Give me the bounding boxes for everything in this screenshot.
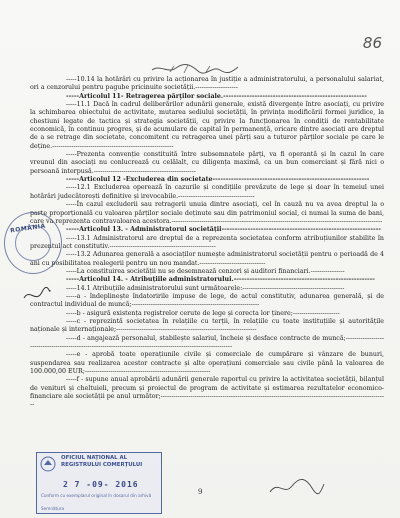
stamp-date: 2 7 -09- 2016 (63, 480, 139, 489)
paragraph: -----14.1 Atribuțiile administratorului sunt următoarele:------------------------------------------------ (66, 284, 345, 292)
seal-text: ROMÂNIA (9, 222, 47, 235)
article-heading: -----Articolul 11- Retragerea părţilor sociale.------------------------------------------------------- (66, 92, 367, 100)
paragraph: -----d - angajează personalul, stabilește salariul, încheie și desface contracte de muncă;----------------------------------------------------------------------------------------------------------------- (30, 334, 384, 350)
registry-logo-icon (39, 455, 57, 473)
article-heading: -----Articolul 13. - Administratorul societății------------------------------------------------------------- (66, 226, 381, 234)
paragraph: -----a - îndeplinește îndatoririle impuse de lege, de actul constitutiv, adunarea generală, și de contractul individual de muncă;------------------------------------------------------------ (30, 292, 384, 309)
stamp-line-4: Conform cu exemplarul original în dosarul din arhivă (41, 493, 152, 498)
paragraph: -----Prezenta convenție constituită între subsemnatele părți, va fi operantă și în cazul în care vreunul din asociați nu conlucrează cu celălalt, cu diligența maximă, ca un bun comerciant și fără nici o persoană interpusă.------------------------------------------------ (30, 151, 384, 175)
stamp-line-1: OFICIUL NAȚIONAL AL (61, 455, 128, 461)
handwritten-page-number: 86 (362, 34, 382, 52)
paragraph: -----La constituirea societății nu se desemnează cenzori și auditori financiari.---------------- (66, 267, 345, 275)
margin-signature (22, 284, 52, 306)
paragraph: -----În cazul excluderii sau retragerii unuia dintre asociați, cel în cauză nu va avea dreptul la o parte proporțională cu valoarea părților sociale deținute sau din patrimoniul social, ci numai la suma de bani, care va reprezenta contravaloarea acestora.--------------------------------------------------------------------------------------------------- (30, 201, 384, 225)
paragraph: -----c - reprezintă societatea în relațiile cu terții, în relațiile cu toate instituțiile și autoritățile naționale și internaționale;------------------------------------------------------------------ (30, 317, 384, 334)
signature (266, 474, 326, 500)
stamp-signature-label: Semnătura (41, 506, 65, 511)
paragraph: -----11.1 Dacă în cadrul deliberărilor adunării generale, există divergențe între asociați, cu privire la schimbarea obiectului de activitate, mutarea sediului societății, în privința modificării formei juridice, la chestiuni legate de tactica și strategia societății, cu privire la funcționarea în condiții de rentabilitate economică, în continuu progres, și de acumulare de capital în permanență, oricare dintre asociați are dreptul de a se retrage din societate, concomitent cu retragerea unei părți sau a tuturor părților sociale pe care le deține.--------------------------------------------------------- (30, 101, 384, 150)
paragraph: -----13.1 Administratorul are dreptul de a reprezenta societatea conform atribuțiunilor stabilite în prezentul act constitutiv.-------------------------------------------------- (30, 234, 384, 250)
handwritten-scribble (150, 62, 240, 76)
article-heading: -----Articolul 12 -Excluderea din societate------------------------------------------------------------ (66, 176, 370, 184)
paragraph: -----b - asigură existența registrelor cerute de lege și corecta lor ținere;---------------------- (66, 309, 340, 317)
stamp-line-2: REGISTRULUI COMERȚULUI (61, 462, 143, 468)
paragraph: -----10.14 la hotărâri cu privire la acționarea în justiție a administratorului, a personalului salariat, ori a cenzorului pentru pagube pricinuite societății.-------------------- (30, 76, 384, 92)
article-heading: -----Articolul 14. - Atribuțiile administratorului.------------------------------------------------------ (66, 276, 375, 284)
registry-stamp (36, 452, 162, 514)
paragraph: -----12.1 Excluderea operează în cazurile și condițiile prevăzute de lege și doar în temeiul unei hotărâri judecătorești definitive și irevocabile.------------------------------------ (30, 184, 384, 200)
paragraph: -----e - aprobă toate operațiunile civile și comerciale de cumpărare și vânzare de bunuri, suspendarea sau realizarea acestor contracte și alte operațiuni comerciale sau civile până la valoarea de 100.000,00 EUR;----------------------------------------------------------- (30, 351, 384, 376)
document-body (30, 76, 384, 410)
footer-page-number: 9 (198, 488, 203, 496)
paragraph: -----13.2 Adunarea generală a asociaților numește administratorul societății pentru o perioadă de 4 ani cu posibilitatea realegerii pentru un nou mandat.------------------------------- (30, 251, 384, 267)
paragraph: -----f - supune anual aprobării adunării generale raportul cu privire la activitatea societății, bilanțul de venituri și cheltuieli, precum și proiectul de program de activitate și estimarea rezultatelor economico-financiare ale societății pe anul următor;----------------------------------------------------------------------------------------------------------- (30, 376, 385, 409)
